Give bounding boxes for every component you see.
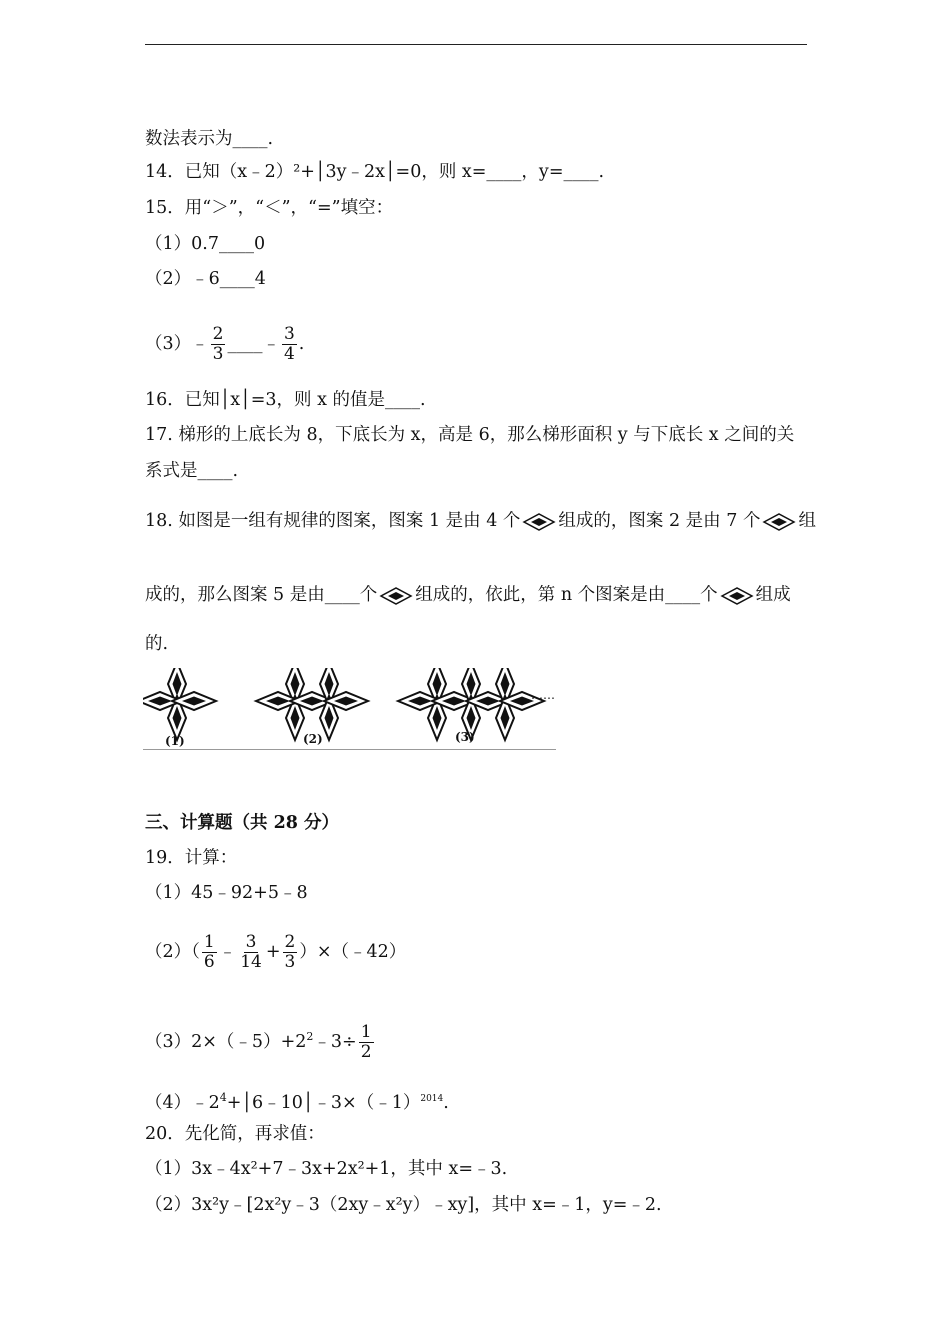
header-rule	[145, 44, 807, 45]
exponent: 2	[306, 1030, 314, 1043]
period: .	[298, 334, 305, 354]
question-19-part-3	[145, 1015, 376, 1064]
numerator: 1	[360, 1021, 372, 1042]
question-20-part-2: （2）3x²y﹣[2x²y﹣3（2xy﹣x²y）﹣xy]，其中 x=﹣1，y=﹣2.	[145, 1195, 662, 1215]
text: 组成	[755, 585, 791, 605]
text: （3）2×（﹣5）+2	[145, 1031, 307, 1052]
diamond-tile-icon	[522, 512, 556, 532]
numerator: 2	[284, 932, 296, 952]
text: .	[443, 1092, 449, 1113]
question-15-part-3	[145, 322, 304, 366]
exponent: 2014	[420, 1094, 444, 1104]
pattern-1	[143, 668, 216, 740]
text: （4）﹣2	[145, 1092, 220, 1113]
question-18-line-2	[145, 584, 791, 606]
question-15: 15．用“＞”，“＜”，“=”填空：	[145, 198, 394, 218]
denominator: 2	[360, 1041, 372, 1062]
fraction-3-14	[238, 933, 264, 972]
text: +│6﹣10│﹣3×（﹣1）	[226, 1092, 421, 1113]
text: 组	[798, 511, 816, 531]
question-20-part-1: （1）3x﹣4x²+7﹣3x+2x²+1，其中 x=﹣3.	[145, 1159, 508, 1179]
question-18-line-3: 的.	[145, 634, 169, 654]
question-15-part-1: （1）0.7____0	[145, 234, 266, 254]
text: 成的，那么图案 5 是由____个	[145, 585, 378, 605]
question-17-line-2: 系式是____.	[145, 461, 239, 481]
blank: ____﹣	[227, 334, 280, 354]
denominator: 3	[284, 952, 296, 972]
diamond-tile-icon	[762, 512, 796, 532]
question-17-line-1: 17. 梯形的上底长为 8，下底长为 x，高是 6，那么梯形面积 y 与下底长 x 之间的关	[145, 425, 795, 445]
fraction-3-4	[282, 325, 297, 364]
line-continuation: 数法表示为____.	[145, 129, 274, 149]
diamond-tile-icon	[720, 586, 754, 606]
text: ）×（﹣42）	[299, 942, 407, 962]
denominator: 3	[212, 344, 224, 364]
fraction-2-3	[283, 933, 298, 972]
figure-label-3: (3)	[455, 730, 475, 744]
fraction-2-3	[211, 325, 226, 364]
question-19-part-4	[145, 1087, 449, 1114]
figure-label-2: (2)	[303, 732, 323, 746]
text: 组成的，图案 2 是由 7 个	[558, 511, 761, 531]
numerator: 2	[212, 324, 224, 344]
section-3-heading: 三、计算题（共 28 分）	[145, 813, 340, 833]
question-19-part-2	[145, 930, 406, 974]
diamond-tile-icon	[379, 586, 413, 606]
text: 组成的，依此，第 n 个图案是由____个	[415, 585, 718, 605]
pattern-figure	[143, 668, 556, 750]
minus-sign: ﹣	[191, 334, 209, 354]
denominator: 6	[203, 952, 215, 972]
question-14: 14．已知（x﹣2）²+│3y﹣2x│=0，则 x=____，y=____.	[145, 162, 605, 182]
question-16: 16．已知│x│=3，则 x 的值是____.	[145, 390, 426, 410]
denominator: 4	[283, 344, 295, 364]
pattern-drawing	[143, 668, 556, 750]
question-19: 19．计算：	[145, 848, 238, 868]
question-19-part-1: （1）45﹣92+5﹣8	[145, 883, 308, 903]
exponent: 4	[219, 1091, 227, 1104]
minus-sign: ﹣	[218, 942, 237, 962]
denominator: 14	[240, 952, 262, 972]
text: 18. 如图是一组有规律的图案，图案 1 是由 4 个	[145, 511, 521, 531]
fraction-1-2	[359, 1023, 374, 1062]
pattern-2	[256, 668, 368, 740]
numerator: 1	[203, 932, 215, 952]
fraction-1-6	[202, 933, 217, 972]
question-18-line-1	[145, 510, 816, 532]
question-20: 20．先化简，再求值：	[145, 1124, 325, 1144]
figure-baseline	[143, 749, 556, 750]
figure-ellipsis: ……	[531, 688, 555, 702]
part-label: （3）	[145, 334, 192, 354]
plus-sign: +	[265, 942, 281, 962]
text: ﹣3÷	[313, 1031, 357, 1052]
numerator: 3	[283, 324, 295, 344]
question-15-part-2: （2）﹣6____4	[145, 269, 266, 289]
figure-label-1: (1)	[165, 734, 185, 748]
numerator: 3	[245, 932, 257, 952]
text: （2）（	[145, 942, 200, 962]
